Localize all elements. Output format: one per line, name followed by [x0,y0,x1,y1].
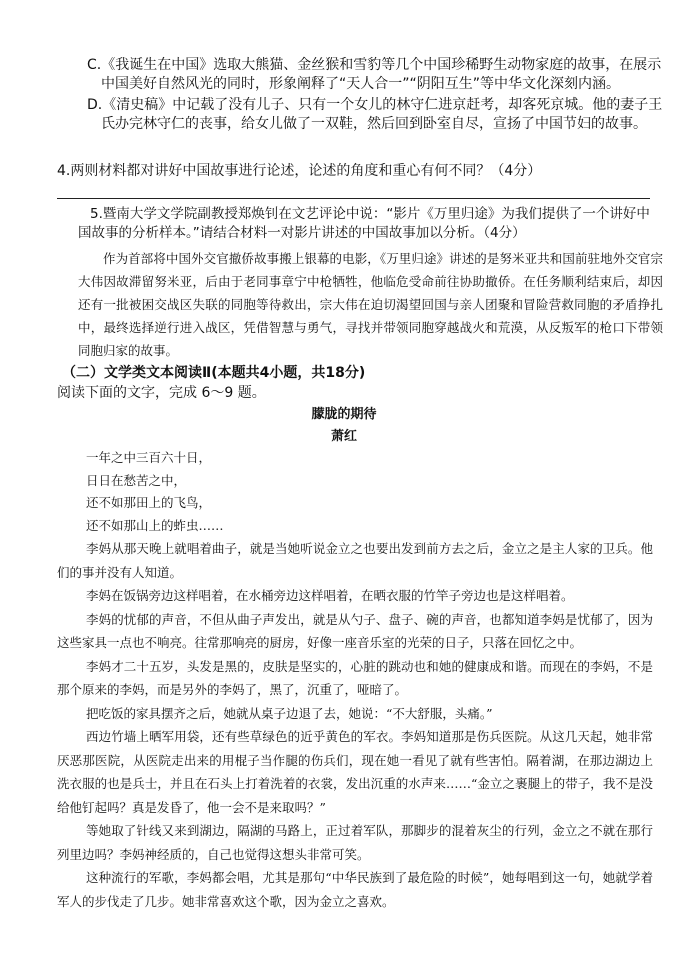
story-paragraph: 把吃饭的家具摆齐之后，她就从桌子边退了去，她说：“不大舒服，头痛。” [86,705,493,721]
option-c-label: C. [87,57,102,73]
poem-line: 日日在愁苦之中， [86,472,187,488]
question-5-stem: 5.暨南大学文学院副教授郑焕钊在文艺评论中说：“影片《万里归途》为我们提供了一个讲好中国故事的分析样本。”请结合材料一对影片讲述的中国故事加以分析。（4分） [78,206,650,241]
option-c [87,56,667,94]
story-paragraph: 李妈的忧郁的声音，不但从曲子声发出，就是从勺子、盘子、碗的声音，也都知道李妈是忧郁了，因为这些家具一点也不响亮。往常那响亮的厨房，好像一座音乐室的光荣的日子，只落在回忆之中。 [57,611,653,650]
option-d-text: 《清史稿》中记载了没有儿子、只有一个女儿的林守仁进京赶考，却客死京城。他的妻子王氏办完林守仁的丧事，给女儿做了一双鞋，然后回到卧室自尽，宣扬了中国节妇的故事。 [101,97,663,132]
story-paragraph: 西边竹墙上晒军用袋，还有些草绿色的近乎黄色的军衣。李妈知道那是伤兵医院。从这几天起，她非常厌恶那医院，从医院走出来的用棍子当作腿的伤兵们，现在她一看见了就有些害怕。隔着湖，在那边湖边上洗衣服的也是兵士，并且在石头上打着洗着的衣裳，发出沉重的水声来……“金立之裹腿上的带子，我不是没给他钉起吗？真是发昏了，他一会不是来取吗？” [57,729,653,815]
poem-line: 还不如那田上的飞鸟， [86,495,212,510]
section-instruction: 阅读下面的文字，完成 6～9 题。 [57,385,266,401]
story-poem [86,447,224,537]
question-5 [78,205,663,243]
story-title: 朦胧的期待 [311,407,377,422]
story-paragraph: 等她取了针线又来到湖边，隔湖的马路上，正过着军队，那脚步的混着灰尘的行列，金立之不就在那行列里边吗？李妈神经质的，自己也觉得这想头非常可笑。 [57,823,653,862]
option-d [87,96,667,134]
story-paragraph: 李妈从那天晚上就唱着曲子，就是当她听说金立之也要出发到前方去之后，金立之是主人家的卫兵。他们的事并没有人知道。 [57,541,653,580]
story-author: 萧红 [330,429,357,444]
poem-line: 还不如那山上的蚱虫…… [86,517,224,533]
story-body [57,537,653,913]
option-c-text: 《我诞生在中国》选取大熊猫、金丝猴和雪豹等几个中国珍稀野生动物家庭的故事，在展示中国美好自然风光的同时，形象阐释了“天人合一”“阴阳互生”等中华文化深刻内涵。 [101,57,662,92]
story-paragraph: 李妈在饭锅旁边这样唱着，在水桶旁边这样唱着，在晒衣服的竹竿子旁边也是这样唱着。 [86,588,574,603]
answer-options [87,56,667,136]
story-paragraph: 这种流行的军歌，李妈都会唱，尤其是那句“中华民族到了最危险的时候”，她每唱到这一句，她就学着军人的步伐走了几步。她非常喜欢这个歌，因为金立之喜欢。 [57,870,653,909]
answer-line [57,198,650,199]
option-d-label: D. [87,97,103,113]
question-5-material: 作为首部将中国外交官撤侨故事搬上银幕的电影，《万里归途》讲述的是努米亚共和国前驻地外交官宗大伟因故滞留努米亚，后由于老同事章宁中枪牺牲，他临危受命前往协助撤侨。在任务顺利结束后，却因还有一批被困交战区失联的同胞等待救出，宗大伟在迫切渴望回国与亲人团聚和冒险营救同胞的矛盾挣扎中，最终选择逆行进入战区，凭借智慧与勇气，寻找并带领同胞穿越战火和荒漠，从反叛军的枪口下带领同胞归家的故事。 [78,251,663,358]
question-4: 4.两则材料都对讲好中国故事进行论述，论述的角度和重心有何不同？（4分） [57,163,542,179]
story-paragraph: 李妈才二十五岁，头发是黑的，皮肤是坚实的，心脏的跳动也和她的健康成和谐。而现在的李妈，不是那个原来的李妈，而是另外的李妈了，黑了，沉重了，哑暗了。 [57,658,653,697]
section-title: （二）文学类文本阅读Ⅱ(本题共4小题，共18分) [62,365,366,381]
poem-line: 一年之中三百六十日， [86,450,212,465]
